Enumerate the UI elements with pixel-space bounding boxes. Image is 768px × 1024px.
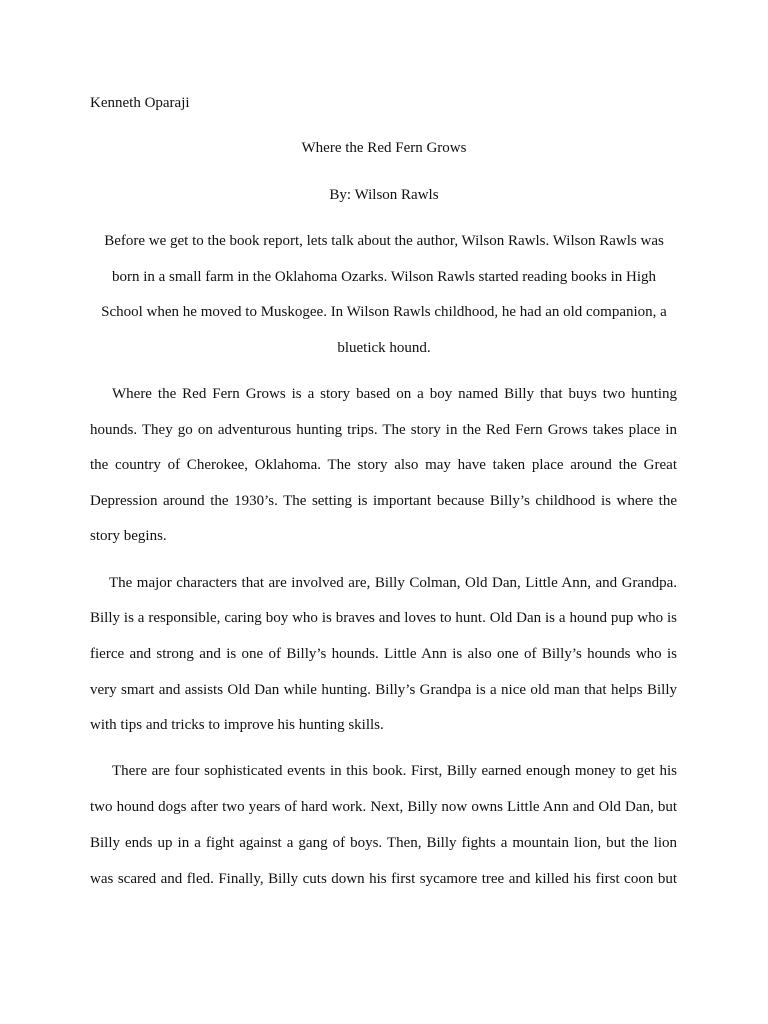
paragraph-line: The major characters that are involved are, Billy Colman, Old Dan, Little Ann, and Grandpa. [109,575,677,591]
paragraph-line: Depression around the 1930’s. The setting is important because Billy’s childhood is where the [90,493,677,509]
paragraph-line: hounds. They go on adventurous hunting trips. The story in the Red Fern Grows takes place in [90,422,677,438]
paragraph-line: Where the Red Fern Grows is a story based on a boy named Billy that buys two hunting [112,386,677,402]
paragraph-line: two hound dogs after two years of hard work. Next, Billy now owns Little Ann and Old Dan, but [90,799,677,815]
paragraph-line: Billy ends up in a fight against a gang of boys. Then, Billy fights a mountain lion, but the lion [90,835,677,851]
byline: By: Wilson Rawls [329,187,439,203]
paragraph-line: There are four sophisticated events in this book. First, Billy earned enough money to get his [112,763,677,779]
paragraph-line: bluetick hound. [337,340,431,356]
paragraph-line: fierce and strong and is one of Billy’s hounds. Little Ann is also one of Billy’s hounds who is [90,646,677,662]
paragraph-line: Before we get to the book report, lets talk about the author, Wilson Rawls. Wilson Rawls was [104,233,664,249]
paragraph-line: the country of Cherokee, Oklahoma. The story also may have taken place around the Great [90,457,677,473]
paragraph-line: School when he moved to Muskogee. In Wilson Rawls childhood, he had an old companion, a [101,304,667,320]
paragraph-line: Billy is a responsible, caring boy who is braves and loves to hunt. Old Dan is a hound pup who is [90,610,677,626]
paragraph-line: was scared and fled. Finally, Billy cuts down his first sycamore tree and killed his first coon but [90,871,677,887]
paragraph-line: with tips and tricks to improve his hunting skills. [90,717,384,733]
paragraph-line: story begins. [90,528,167,544]
paragraph-line: very smart and assists Old Dan while hunting. Billy’s Grandpa is a nice old man that helps Billy [90,682,677,698]
document-title: Where the Red Fern Grows [301,140,467,156]
paragraph-line: born in a small farm in the Oklahoma Ozarks. Wilson Rawls started reading books in High [111,269,656,285]
author-name: Kenneth Oparaji [90,95,190,111]
